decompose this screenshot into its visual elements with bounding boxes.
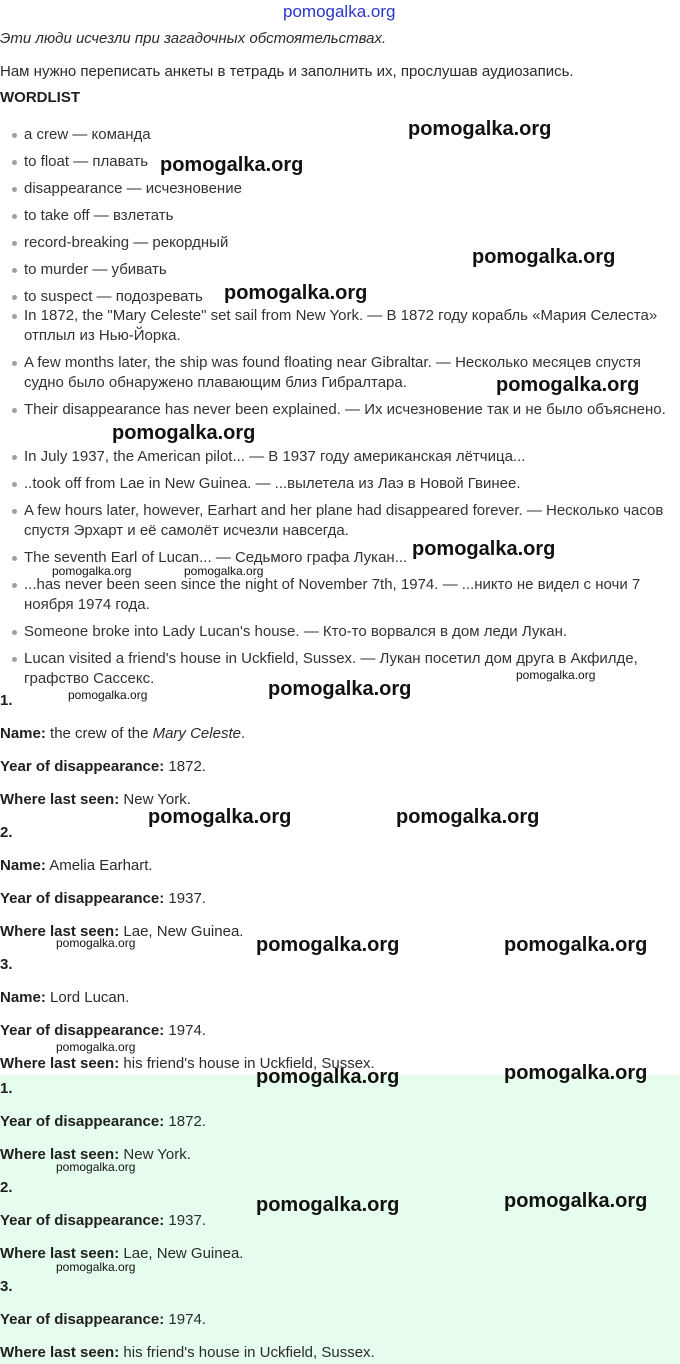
year-line bbox=[0, 889, 206, 909]
watermark: pomogalka.org bbox=[224, 282, 368, 304]
watermark: pomogalka.org bbox=[56, 1160, 136, 1174]
name-value: Amelia Earhart. bbox=[49, 857, 153, 874]
bullet-icon bbox=[12, 657, 17, 662]
where-value: Lae, New Guinea. bbox=[123, 923, 244, 940]
bullet-icon bbox=[12, 160, 17, 165]
watermark: pomogalka.org bbox=[496, 374, 640, 396]
intro-italic-line: Эти люди исчезли при загадочных обстоятельствах. bbox=[0, 30, 387, 47]
year-line bbox=[0, 1021, 206, 1041]
year-label: Year of disappearance: bbox=[0, 1212, 165, 1229]
card-number: 3. bbox=[0, 956, 13, 973]
answer-number: 1. bbox=[0, 1080, 13, 1097]
intro-instruction: Нам нужно переписать анкеты в тетрадь и заполнить их, прослушав аудиозапись. bbox=[0, 63, 574, 80]
watermark: pomogalka.org bbox=[148, 806, 292, 828]
list-item: Lucan visited a friend's house in Uckfield, Sussex. — Лукан посетил дом друга в Акфилде, графство Сассекс. bbox=[12, 649, 680, 689]
answer-year-line bbox=[0, 1112, 206, 1132]
where-value: his friend's house in Uckfield, Sussex. bbox=[123, 1344, 375, 1361]
bullet-icon bbox=[12, 268, 17, 273]
answer-number: 3. bbox=[0, 1278, 13, 1295]
answer-where-line bbox=[0, 1343, 375, 1363]
bullet-icon bbox=[12, 630, 17, 635]
watermark: pomogalka.org bbox=[396, 806, 540, 828]
bullet-icon bbox=[12, 314, 17, 319]
name-label: Name: bbox=[0, 725, 46, 742]
watermark: pomogalka.org bbox=[472, 246, 616, 268]
card-number: 1. bbox=[0, 692, 13, 709]
name-label: Name: bbox=[0, 857, 46, 874]
list-item: record-breaking — рекордный bbox=[12, 233, 680, 253]
list-item: Someone broke into Lady Lucan's house. — Кто-то ворвался в дом леди Лукан. bbox=[12, 622, 680, 642]
answer-number: 2. bbox=[0, 1179, 13, 1196]
year-label: Year of disappearance: bbox=[0, 758, 165, 775]
year-value: 1872. bbox=[168, 758, 206, 775]
watermark: pomogalka.org bbox=[256, 1066, 400, 1088]
name-line bbox=[0, 988, 129, 1008]
watermark: pomogalka.org bbox=[112, 422, 256, 444]
bullet-icon bbox=[12, 187, 17, 192]
list-item: a crew — команда bbox=[12, 125, 680, 145]
list-item: A few hours later, however, Earhart and her plane had disappeared forever. — Несколько часов спустя Эрхарт и её самолёт исчезли навсегда. bbox=[12, 501, 680, 541]
year-label: Year of disappearance: bbox=[0, 1311, 165, 1328]
watermark: pomogalka.org bbox=[504, 1190, 648, 1212]
list-item: ..took off from Lae in New Guinea. — ...вылетела из Лаэ в Новой Гвинее. bbox=[12, 474, 680, 494]
answer-year-line bbox=[0, 1310, 206, 1330]
watermark: pomogalka.org bbox=[184, 564, 264, 578]
name-line bbox=[0, 856, 153, 876]
watermark: pomogalka.org bbox=[56, 936, 136, 950]
bullet-icon bbox=[12, 241, 17, 246]
name-value-italic: Mary Celeste bbox=[152, 725, 241, 742]
year-value: 1937. bbox=[168, 1212, 206, 1229]
name-line bbox=[0, 724, 245, 744]
name-value: Lord Lucan. bbox=[50, 989, 130, 1006]
watermark: pomogalka.org bbox=[504, 1062, 648, 1084]
list-item: to suspect — подозревать bbox=[12, 287, 680, 307]
where-label: Where last seen: bbox=[0, 1344, 120, 1361]
name-value-end: . bbox=[240, 725, 246, 742]
watermark: pomogalka.org bbox=[52, 564, 132, 578]
bullet-icon bbox=[12, 509, 17, 514]
watermark: pomogalka.org bbox=[516, 668, 596, 682]
where-label: Where last seen: bbox=[0, 791, 120, 808]
list-item: In July 1937, the American pilot... — В 1937 году американская лётчица... bbox=[12, 447, 680, 467]
bullet-icon bbox=[12, 214, 17, 219]
list-item: to murder — убивать bbox=[12, 260, 680, 280]
list-item: ...has never been seen since the night of November 7th, 1974. — ...никто не видел с ночи 7 ноября 1974 года. bbox=[12, 575, 680, 615]
list-item: to take off — взлетать bbox=[12, 206, 680, 226]
year-value: 1974. bbox=[168, 1022, 206, 1039]
list-item: to float — плавать bbox=[12, 152, 680, 172]
watermark: pomogalka.org bbox=[412, 538, 556, 560]
year-value: 1937. bbox=[168, 890, 206, 907]
bullet-icon bbox=[12, 482, 17, 487]
year-label: Year of disappearance: bbox=[0, 1022, 165, 1039]
watermark: pomogalka.org bbox=[56, 1260, 136, 1274]
where-label: Where last seen: bbox=[0, 1146, 120, 1163]
where-value: Lae, New Guinea. bbox=[123, 1245, 244, 1262]
where-label: Where last seen: bbox=[0, 1055, 120, 1072]
bullet-icon bbox=[12, 455, 17, 460]
watermark: pomogalka.org bbox=[256, 1194, 400, 1216]
watermark: pomogalka.org bbox=[160, 154, 304, 176]
answer-year-line bbox=[0, 1211, 206, 1231]
bullet-icon bbox=[12, 583, 17, 588]
header-watermark: pomogalka.org bbox=[283, 2, 396, 21]
watermark: pomogalka.org bbox=[504, 934, 648, 956]
wordlist-heading: WORDLIST bbox=[0, 89, 80, 106]
list-item: A few months later, the ship was found floating near Gibraltar. — Несколько месяцев спустя судно было обнаружено плавающим близ Гибралтара. bbox=[12, 353, 680, 393]
watermark: pomogalka.org bbox=[268, 678, 412, 700]
where-value: New York. bbox=[123, 791, 191, 808]
year-label: Year of disappearance: bbox=[0, 890, 165, 907]
watermark: pomogalka.org bbox=[68, 688, 148, 702]
watermark: pomogalka.org bbox=[56, 1040, 136, 1054]
bullet-icon bbox=[12, 361, 17, 366]
bullet-icon bbox=[12, 295, 17, 300]
bullet-icon bbox=[12, 556, 17, 561]
year-value: 1974. bbox=[168, 1311, 206, 1328]
year-line bbox=[0, 757, 206, 777]
name-value: the crew of the bbox=[50, 725, 149, 742]
where-value: his friend's house in Uckfield, Sussex. bbox=[123, 1055, 375, 1072]
bullet-icon bbox=[12, 408, 17, 413]
watermark: pomogalka.org bbox=[256, 934, 400, 956]
list-item: The seventh Earl of Lucan... — Седьмого графа Лукан... bbox=[12, 548, 680, 568]
year-label: Year of disappearance: bbox=[0, 1113, 165, 1130]
bullet-icon bbox=[12, 133, 17, 138]
list-item: In 1872, the "Mary Celeste" set sail from New York. — В 1872 году корабль «Мария Селеста» отплыл из Нью-Йорка. bbox=[12, 306, 680, 346]
list-item: disappearance — исчезновение bbox=[12, 179, 680, 199]
name-label: Name: bbox=[0, 989, 46, 1006]
list-item: Their disappearance has never been explained. — Их исчезновение так и не было объяснено. bbox=[12, 400, 680, 420]
where-label: Where last seen: bbox=[0, 1245, 120, 1262]
card-number: 2. bbox=[0, 824, 13, 841]
where-value: New York. bbox=[123, 1146, 191, 1163]
watermark: pomogalka.org bbox=[408, 118, 552, 140]
year-value: 1872. bbox=[168, 1113, 206, 1130]
where-label: Where last seen: bbox=[0, 923, 120, 940]
